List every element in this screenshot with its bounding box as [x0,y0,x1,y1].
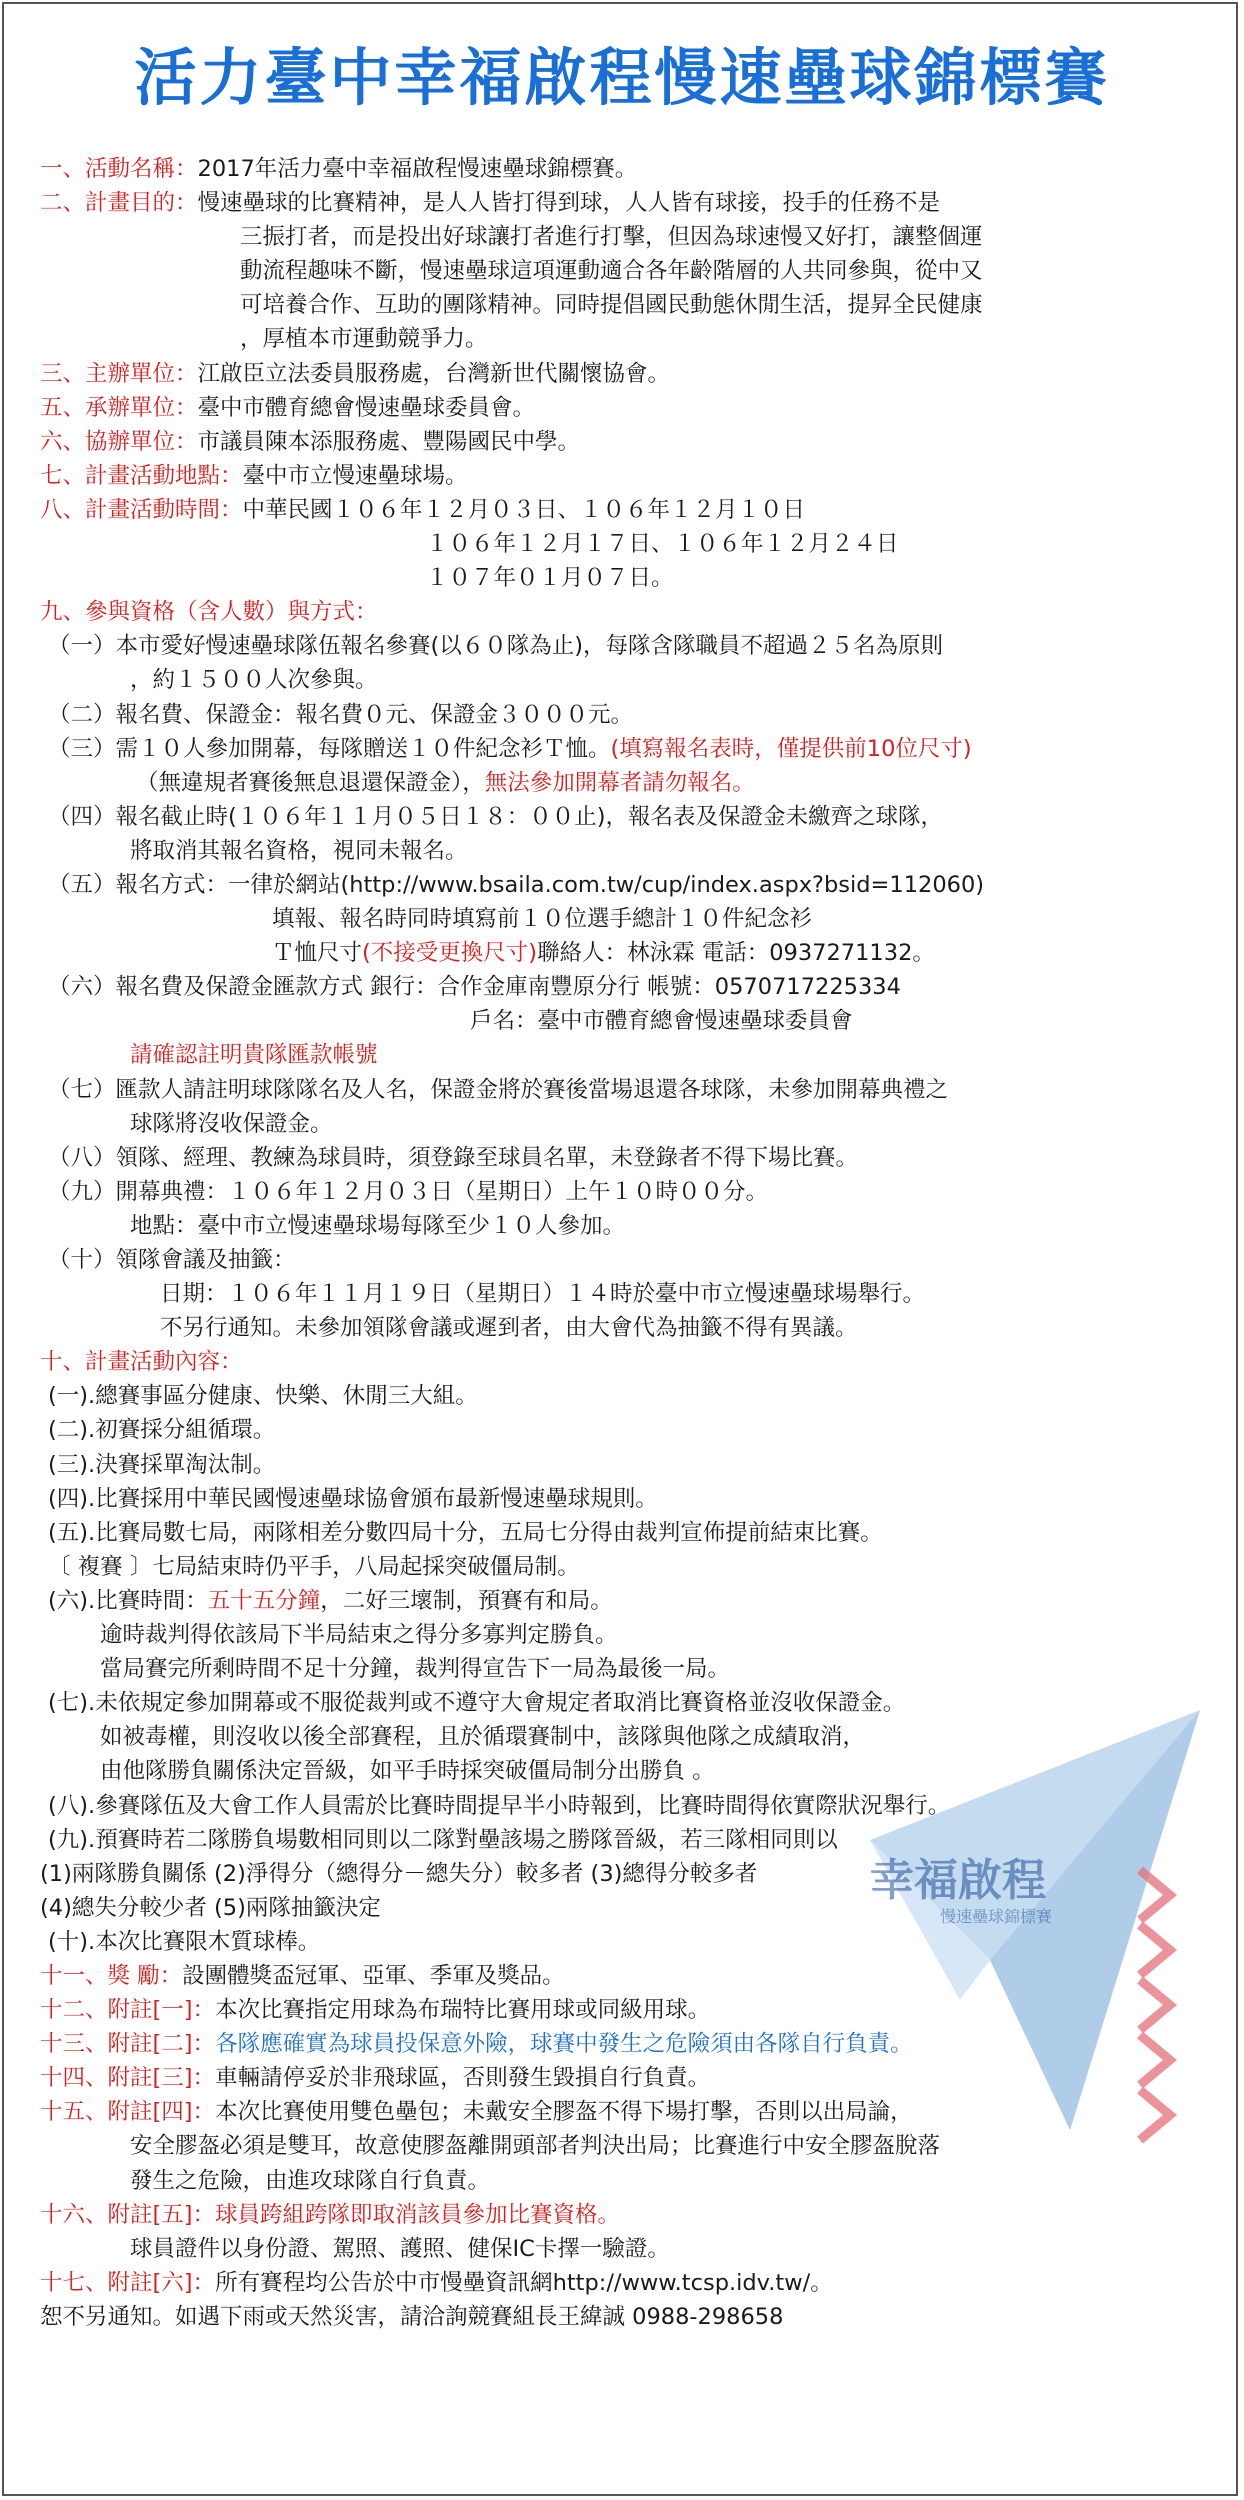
text-line [40,186,1220,220]
text-line [40,595,1220,629]
line-text: 臺中市體育總會慢速壘球委員會。 [197,394,536,421]
text-line [40,425,1220,459]
line-text: 逾時裁判得依該局下半局結束之得分多寡判定勝負。 [100,1622,618,1649]
text-line [40,1550,1220,1584]
text-line [40,1584,1220,1618]
text-line [40,902,1220,936]
line-text: 無法參加開幕者請勿報名。 [484,769,755,796]
text-line [40,1107,1220,1141]
page-title: 活力臺中幸福啟程慢速壘球錦標賽 [134,41,1110,114]
section-label: 三、主辦單位： [40,360,198,387]
line-text: (4)總失分較少者 (5)兩隊抽籤決定 [40,1894,381,1921]
section-label: 十七、附註[六]： [40,2269,216,2296]
section-label: 二、計畫目的： [40,190,198,217]
line-text: 設團體獎盃冠軍、亞軍、季軍及獎品。 [182,1962,565,1989]
line-text: （三）需１０人參加開幕，每隊贈送１０件紀念衫Ｔ恤。 [48,735,611,762]
text-line [40,1243,1220,1277]
announcement-body [40,152,1220,2334]
section-label: 九、參與資格（含人數）與方式： [40,599,378,626]
line-text: （四）報名截止時(１０６年１１月０５日１８：００止)，報名表及保證金未繳齊之球隊， [48,803,944,830]
text-line [40,561,1220,595]
line-text: 市議員陳本添服務處、豐陽國民中學。 [197,428,581,455]
line-text: （一）本市愛好慢速壘球隊伍報名參賽(以６０隊為止)，每隊含隊職員不超過２５名為原則 [48,633,944,660]
line-text: 本次比賽指定用球為布瑞特比賽用球或同級用球。 [215,1997,711,2024]
text-line [40,459,1220,493]
line-text: 發生之危險，由進攻球隊自行負責。 [130,2167,491,2194]
line-text: 戶名：臺中市體育總會慢速壘球委員會 [470,1008,853,1035]
text-line [40,1652,1220,1686]
text-line [40,663,1220,697]
line-text: ，二好三壞制，預賽有和局。 [320,1587,613,1614]
text-line [40,1789,1220,1823]
text-line [40,2129,1220,2163]
text-line [40,1993,1220,2027]
section-label: 七、計畫活動地點： [40,462,243,489]
section-label: 十三、附註[二]： [40,2031,216,2058]
text-line [40,1516,1220,1550]
line-text: （六）報名費及保證金匯款方式 銀行：合作金庫南豐原分行 帳號：0570717225334 [48,974,901,1001]
section-label: 五、承辦單位： [40,394,198,421]
line-text: 中華民國１０６年１２月０３日、１０６年１２月１０日 [242,496,806,523]
text-line [40,1891,1220,1925]
text-line [40,2266,1220,2300]
section-label: 十四、附註[三]： [40,2065,216,2092]
text-line [40,732,1220,766]
section-label: 十六、附註[五]：球員跨組跨隊即取消該員參加比賽資格。 [40,2201,621,2228]
line-text: 慢速壘球的比賽精神，是人人皆打得到球，人人皆有球接，投手的任務不是 [197,190,941,217]
line-text: 當局賽完所剩時間不足十分鐘，裁判得宣告下一局為最後一局。 [100,1656,731,1683]
text-line [40,970,1220,1004]
text-line [40,2198,1220,2232]
line-text: 動流程趣味不斷，慢速壘球這項運動適合各年齡階層的人共同參與，從中又 [240,258,983,285]
text-line [40,152,1220,186]
line-text: (九).預賽時若二隊勝負場數相同則以二隊對壘該場之勝隊晉級，若三隊相同則以 [48,1826,838,1853]
text-line [40,391,1220,425]
line-text: 如被毒權，則沒收以後全部賽程，且於循環賽制中，該隊與他隊之成績取消， [100,1724,866,1751]
section-label: 八、計畫活動時間： [40,496,243,523]
text-line [40,629,1220,663]
line-text: ，厚植本市運動競爭力。 [240,326,488,353]
line-text: (不接受更換尺寸) [362,940,538,967]
text-line [40,2027,1220,2061]
line-text: (1)兩隊勝負關係 (2)淨得分（總得分－總失分）較多者 (3)總得分較多者 [40,1860,758,1887]
line-text: (二).初賽採分組循環。 [48,1417,276,1444]
text-line [40,1720,1220,1754]
text-line [40,834,1220,868]
text-line [40,2095,1220,2129]
text-line [40,493,1220,527]
text-line [40,1482,1220,1516]
text-line [40,1413,1220,1447]
line-text: 江啟臣立法委員服務處，台灣新世代關懷協會。 [197,360,671,387]
text-line [40,1448,1220,1482]
line-text: (一).總賽事區分健康、快樂、休閒三大組。 [48,1383,478,1410]
text-line [40,1004,1220,1038]
text-line [40,322,1220,356]
text-line [40,1175,1220,1209]
line-text: 球隊將沒收保證金。 [130,1110,333,1137]
line-text: （無違規者賽後無息退還保證金）， [136,769,485,796]
line-text: 五十五分鐘 [207,1587,321,1614]
text-line [40,868,1220,902]
text-line [40,766,1220,800]
text-line [40,357,1220,391]
section-label: 十五、附註[四]： [40,2099,216,2126]
text-line [40,220,1220,254]
section-label: 十一、獎 勵： [40,1962,183,1989]
line-text: （八）領隊、經理、教練為球員時，須登錄至球員名單，未登錄者不得下場比賽。 [48,1144,859,1171]
text-line [40,1141,1220,1175]
line-text: （七）匯款人請註明球隊隊名及人名，保證金將於賽後當場退還各球隊，未參加開幕典禮之 [48,1076,949,1103]
line-text: 由他隊勝負關係決定晉級，如平手時採突破僵局制分出勝負 。 [100,1758,715,1785]
line-text: 可培養合作、互助的團隊精神。同時提倡國民動態休閒生活，提昇全民健康 [240,292,983,319]
line-text: 三振打者，而是投出好球讓打者進行打擊，但因為球速慢又好打，讓整個運 [240,224,983,251]
line-text: １０６年１２月１７日、１０６年１２月２４日 [426,531,899,558]
line-text: 不另行通知。未參加領隊會議或遲到者，由大會代為抽籤不得有異議。 [160,1315,858,1342]
line-text: (填寫報名表時，僅提供前10位尺寸) [610,735,972,762]
line-text: Ｔ恤尺寸 [272,940,363,967]
line-text: 日期：１０６年１１月１９日（星期日）１４時於臺中市立慢速壘球場舉行。 [160,1281,926,1308]
text-line [40,527,1220,561]
line-text: 填報、報名時同時填寫前１０位選手總計１０件紀念衫 [272,906,813,933]
text-line [40,1857,1220,1891]
line-text: 聯絡人：林泳霖 電話：0937271132。 [537,940,935,967]
text-line [40,1925,1220,1959]
line-text: (四).比賽採用中華民國慢速壘球協會頒布最新慢速壘球規則。 [48,1485,658,1512]
line-text: 地點：臺中市立慢速壘球場每隊至少１０人參加。 [130,1212,626,1239]
line-text: （二）報名費、保證金：報名費０元、保證金３０００元。 [48,701,634,728]
text-line [40,2164,1220,2198]
line-text: （十）領隊會議及抽籤： [48,1247,296,1273]
line-text: 將取消其報名資格，視同未報名。 [130,837,468,864]
text-line [40,1618,1220,1652]
text-line [40,2061,1220,2095]
text-line [40,1311,1220,1345]
text-line [40,1073,1220,1107]
text-line [40,1345,1220,1379]
line-text: 臺中市立慢速壘球場。 [242,462,468,489]
watermark-logo-sub: 慢速壘球錦標賽 [940,1907,1053,1926]
line-text: (三).決賽採單淘汰制。 [48,1451,276,1478]
line-text: １０７年０１月０７日。 [426,565,674,592]
line-text: (十).本次比賽限木質球棒。 [48,1928,321,1955]
section-label: 一、活動名稱： [40,156,198,182]
text-line [40,1277,1220,1311]
text-line [40,2232,1220,2266]
text-line [40,288,1220,322]
line-text: 球員證件以身份證、駕照、護照、健保IC卡擇一驗證。 [130,2235,670,2262]
line-text: (八).參賽隊伍及大會工作人員需於比賽時間提早半小時報到，比賽時間得依實際狀況舉行。 [48,1792,951,1819]
section-label: 六、協辦單位： [40,428,198,455]
text-line [40,2300,1220,2334]
watermark-logo-text: 幸福啟程 [870,1855,1046,1906]
line-text: 各隊應確實為球員投保意外險，球賽中發生之危險須由各隊自行負責。 [215,2031,913,2058]
text-line [40,254,1220,288]
line-text: 〔 複賽 〕七局結束時仍平手，八局起採突破僵局制。 [48,1553,580,1580]
text-line [40,698,1220,732]
line-text: 恕不另通知。如遇下雨或天然災害，請洽詢競賽組長王緯誠 0988-298658 [40,2303,784,2330]
line-text: 安全膠盔必須是雙耳，故意使膠盔離開頭部者判決出局；比賽進行中安全膠盔脫落 [130,2133,941,2160]
text-line [40,1959,1220,1993]
line-text: ，約１５００人次參與。 [130,667,378,694]
section-label: 請確認註明貴隊匯款帳號 [130,1042,378,1069]
text-line [40,1379,1220,1413]
section-label: 十、計畫活動內容： [40,1349,243,1376]
line-text: (七).未依規定參加開幕或不服從裁判或不遵守大會規定者取消比賽資格並沒收保證金。 [48,1690,906,1717]
text-line [40,1038,1220,1072]
text-line [40,1209,1220,1243]
line-text: 2017年活力臺中幸福啟程慢速壘球錦標賽。 [197,156,638,182]
line-text: （五）報名方式：一律於網站(http://www.bsaila.com.tw/cup/index.aspx?bsid=112060) [48,871,985,898]
text-line [40,1754,1220,1788]
section-label: 十二、附註[一]： [40,1997,216,2024]
line-text: (五).比賽局數七局，兩隊相差分數四局十分，五局七分得由裁判宣佈提前結束比賽。 [48,1519,883,1546]
text-line [40,1686,1220,1720]
text-line [40,1823,1220,1857]
line-text: (六).比賽時間： [48,1587,208,1614]
text-line [40,936,1220,970]
line-text: 所有賽程均公告於中市慢壘資訊網http://www.tcsp.idv.tw/。 [215,2269,833,2296]
text-line [40,800,1220,834]
line-text: 本次比賽使用雙色壘包；未戴安全膠盔不得下場打擊，否則以出局論， [215,2099,913,2126]
line-text: （九）開幕典禮：１０６年１２月０３日（星期日）上午１０時００分。 [48,1178,769,1205]
line-text: 車輛請停妥於非飛球區，否則發生毀損自行負責。 [215,2065,711,2092]
